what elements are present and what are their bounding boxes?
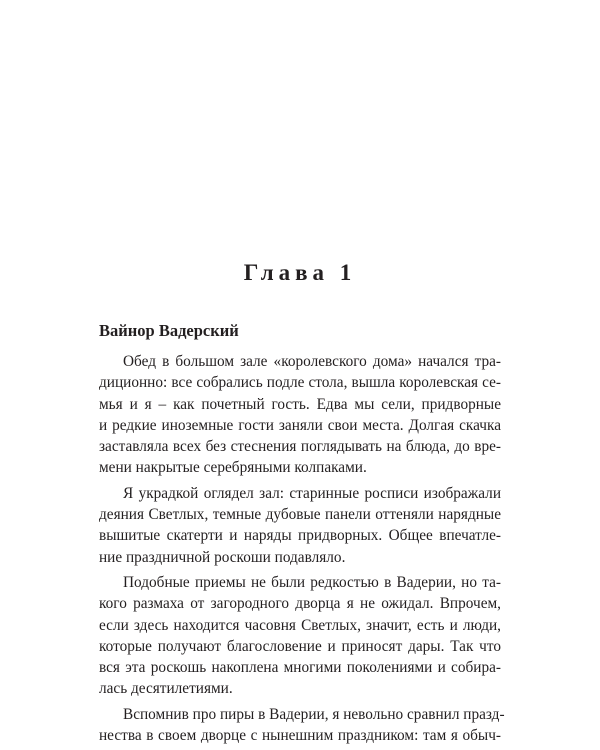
text-line: Подобные приемы не были редкостью в Вадерии, но та-: [123, 573, 501, 591]
text-line: вышитые скатерти и наряды придворных. Общее впечатле-: [99, 527, 501, 545]
text-line: мья и я – как почетный гость. Едва мы сели, придворные: [99, 395, 501, 413]
paragraph: [99, 483, 501, 568]
text-line: деяния Светлых, темные дубовые панели оттеняли нарядные: [99, 506, 501, 524]
text-line: лась десятилетиями.: [99, 680, 233, 698]
section-heading: Вайнор Вадерский: [99, 321, 239, 340]
text-line: вся эта роскошь накоплена многими поколениями и собира-: [99, 659, 501, 677]
paragraph: [99, 351, 501, 479]
body-text: [99, 351, 505, 746]
text-line: нества в своем дворце с нынешним праздником: там я обыч-: [99, 727, 501, 745]
text-line: Я украдкой оглядел зал: старинные росписи изображали: [123, 484, 501, 502]
paragraph: [99, 572, 501, 700]
text-line: Вспомнив про пиры в Вадерии, я невольно сравнил празд-: [123, 705, 505, 723]
paragraph: [99, 704, 505, 747]
text-line: Обед в большом зале «королевского дома» начался тра-: [123, 353, 501, 370]
text-line: заставляла всех без стеснения поглядывать на блюда, до вре-: [99, 438, 501, 456]
text-line: мени накрытые серебряными колпаками.: [99, 459, 367, 477]
chapter-title: Глава 1: [243, 260, 357, 285]
text-line: ние праздничной роскоши подавляло.: [99, 548, 346, 566]
text-line: диционно: все собрались подле стола, вышла королевская се-: [99, 374, 501, 392]
text-line: и редкие иноземные гости заняли свои места. Долгая скачка: [99, 416, 501, 434]
text-line: если здесь находится часовня Светлых, значит, есть и люди,: [99, 616, 501, 634]
text-line: кого размаха от загородного дворца я не ожидал. Впрочем,: [99, 595, 501, 613]
text-line: которые получают благословение и приносят дары. Так что: [99, 637, 501, 655]
